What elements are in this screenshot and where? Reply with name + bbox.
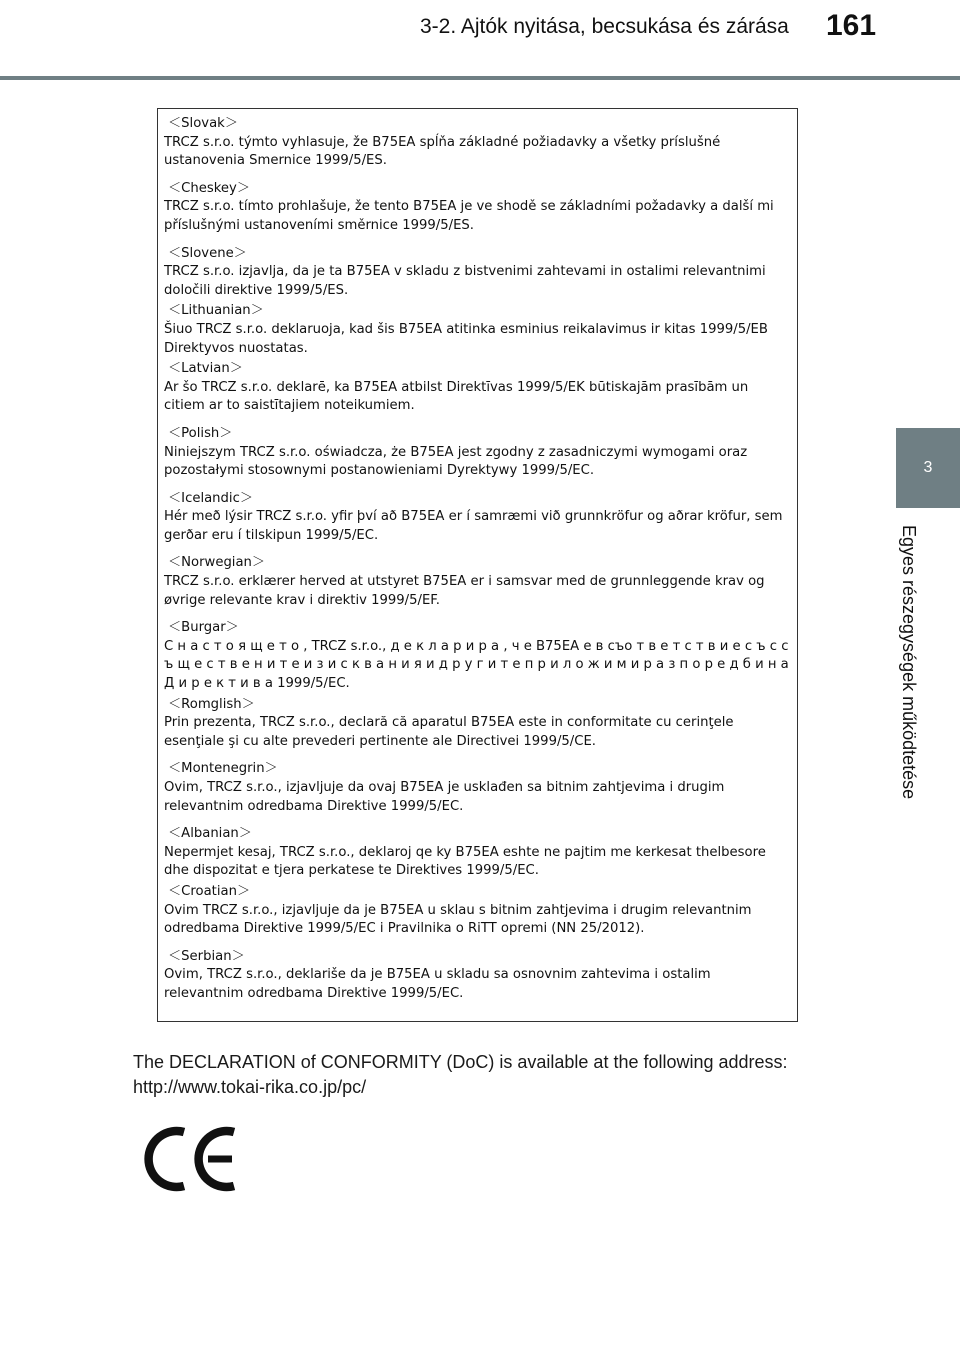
declaration-text: Ar šo TRCZ s.r.o. deklarē, ka B75EA atbilst Direktīvas 1999/5/EK būtiskajām prasībām un citiem ar to saistītajiem noteikumiem.: [164, 379, 749, 414]
language-heading: ＜Montenegrin＞: [168, 761, 278, 777]
declaration-text: С н а с т о я щ е т о , TRCZ s.r.o., д е к л а р и р а , ч е B75EA е в съо т в е т с т в и е с ъ с с ъ щ е с т в е н и т е и з и с к в а н и я и д р у г и т е п р и л о ж и м и р а з п о р е д б и н а Д и р е к т и в а 1999/5/ЕС.: [164, 638, 789, 692]
declaration-text: TRCZ s.r.o. týmto vyhlasuje, že B75EA spĺňa základné požiadavky a všetky príslušné ustanovenia Smernice 1999/5/ES.: [164, 134, 721, 169]
language-heading: ＜Cheskey＞: [168, 180, 251, 196]
declaration-latvian: [164, 360, 791, 416]
declaration-text: Ovim TRCZ s.r.o., izjavljuje da je B75EA u sklau s bitnim zahtjevima i drugim relevantnim odredbama Direktive 1999/5/EC i Pravilnika o RiTT opremi (NN 25/2012).: [164, 902, 752, 937]
declaration-text: Nepermjet kesaj, TRCZ s.r.o., deklaroj qe ky B75EA eshte ne pajtim me kerkesat thelbesore dhe dispozitat e tjera perkatese te Direktives 1999/5/EC.: [164, 844, 766, 879]
declaration-montenegrin: [164, 760, 791, 816]
language-heading: ＜Romglish＞: [168, 696, 255, 712]
declaration-text: Ovim, TRCZ s.r.o., deklariše da je B75EA u skladu sa osnovnim zahtevima i ostalim relevantnim odredbama Direktive 1999/5/EC.: [164, 967, 711, 1001]
header-divider: [0, 76, 960, 80]
chapter-tab[interactable]: [896, 428, 960, 508]
language-heading: ＜Slovene＞: [168, 245, 247, 261]
declaration-text: Hér með lýsir TRCZ s.r.o. yfir því að B75EA er í samræmi við grunnkröfur og aðrar kröfur, sem gerðar eru í tilskipun 1999/5/EC.: [164, 509, 783, 543]
declaration-box: [157, 108, 798, 1022]
declaration-polish: [164, 425, 791, 481]
declaration-cheskey: [164, 180, 791, 236]
language-heading: ＜Latvian＞: [168, 361, 243, 377]
declaration-serbian: [164, 948, 791, 1004]
doc-availability-note: [133, 1050, 833, 1100]
language-heading: ＜Slovak＞: [168, 116, 239, 131]
ce-mark-icon: [140, 1126, 240, 1192]
language-heading: ＜Polish＞: [168, 425, 233, 441]
declaration-romglish: [164, 696, 791, 752]
declaration-text: TRCZ s.r.o. izjavlja, da je ta B75EA v skladu z bistvenimi zahtevami in ostalimi relevantnimi določili direktive 1999/5/ES.: [164, 264, 766, 298]
declaration-text: Niniejszym TRCZ s.r.o. oświadcza, że B75EA jest zgodny z zasadniczymi wymogami oraz pozostałymi stosownymi postanowieniami Dyrektywy 1999/5/EC.: [164, 444, 748, 479]
declaration-slovak: [164, 115, 791, 171]
declaration-text: TRCZ s.r.o. tímto prohlašuje, že tento B75EA je ve shodě se základními požadavky a další mi příslušnými ustanoveními směrnice 1999/5/ES.: [164, 199, 774, 233]
page-header-title: 3-2. Ajtók nyitása, becsukása és zárása: [420, 15, 789, 38]
language-heading: ＜Burgar＞: [168, 620, 239, 636]
doc-url-link[interactable]: http://www.tokai-rika.co.jp/pc/: [133, 1077, 367, 1097]
chapter-title: Egyes részegységek működtetése: [899, 525, 919, 800]
declaration-albanian: [164, 825, 791, 881]
declaration-icelandic: [164, 490, 791, 546]
chapter-number: 3: [923, 459, 933, 476]
declaration-text: Ovim, TRCZ s.r.o., izjavljuje da ovaj B75EA je usklađen sa bitnim zahtjevima i drugim relevantnim odredbama Direktive 1999/5/EC.: [164, 780, 725, 814]
language-heading: ＜Albanian＞: [168, 826, 252, 842]
declaration-lithuanian: [164, 302, 791, 358]
declaration-text: TRCZ s.r.o. erklærer herved at utstyret B75EA er i samsvar med de grunnleggende krav og øvrige relevante krav i direktiv 1999/5/EF.: [164, 574, 765, 608]
declaration-text: Šiuo TRCZ s.r.o. deklaruoja, kad šis B75EA atitinka esminius reikalavimus ir kitas 1999/5/EB Direktyvos nuostatas.: [164, 321, 768, 356]
declaration-norwegian: [164, 554, 791, 610]
language-heading: ＜Croatian＞: [168, 883, 251, 899]
language-heading: ＜Serbian＞: [168, 948, 245, 964]
declaration-text: Prin prezenta, TRCZ s.r.o., declară că aparatul B75EA este in conformitate cu cerinţele esenţiale şi cu alte prevederi pertinente ale Directivei 1999/5/CE.: [164, 715, 734, 749]
page-number: 161: [826, 9, 877, 42]
language-heading: ＜Norwegian＞: [168, 555, 266, 571]
declaration-croatian: [164, 883, 791, 939]
declaration-burgar: [164, 619, 791, 693]
language-heading: ＜Icelandic＞: [168, 490, 254, 506]
declaration-slovene: [164, 245, 791, 301]
doc-note-text: The DECLARATION of CONFORMITY (DoC) is available at the following address:: [133, 1052, 788, 1072]
language-heading: ＜Lithuanian＞: [168, 303, 264, 319]
